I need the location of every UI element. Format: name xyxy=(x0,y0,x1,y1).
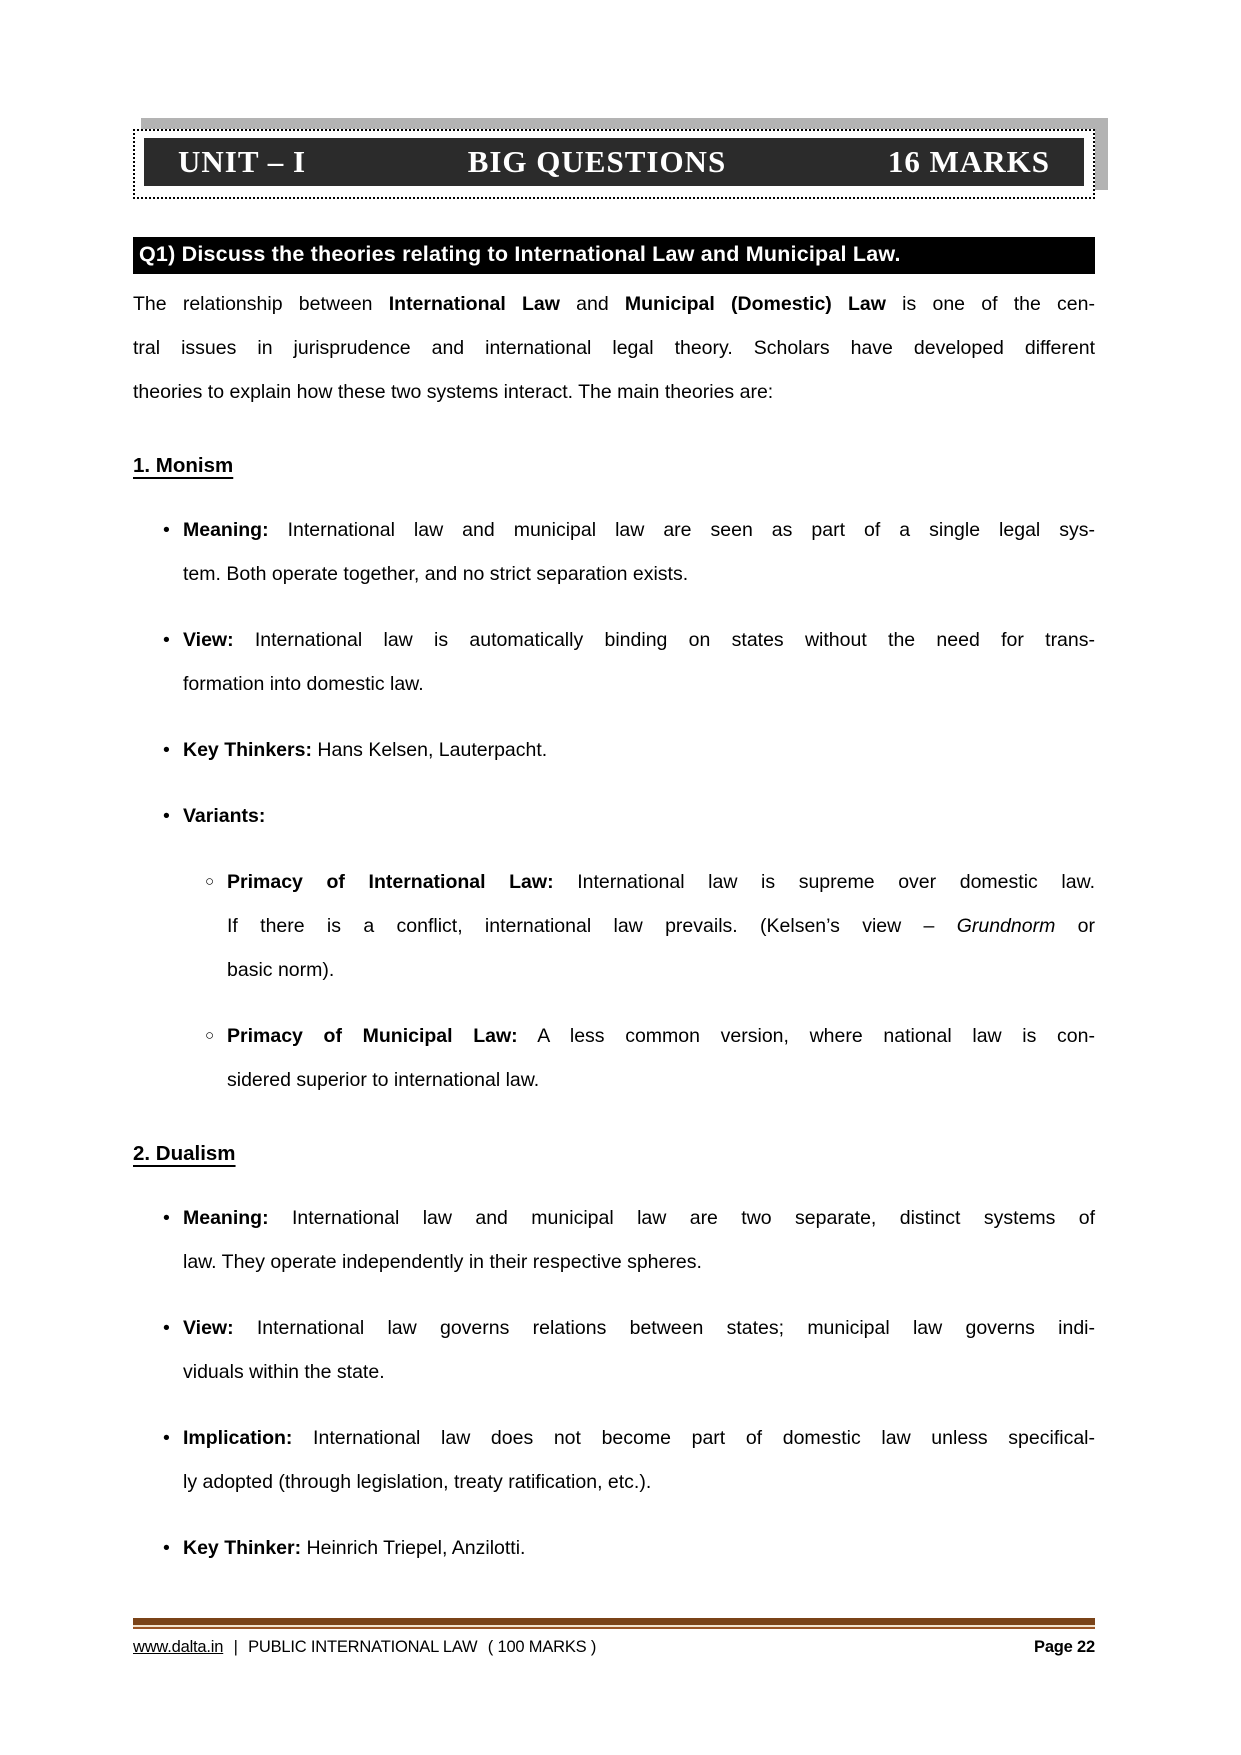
text-segment: International law is automatically binding on states without the need for trans- xyxy=(233,629,1095,651)
text-line xyxy=(183,1240,1095,1284)
banner-center-label: BIG QUESTIONS xyxy=(467,144,727,179)
text-segment: sidered superior to international law. xyxy=(227,1069,540,1091)
banner-title-bar xyxy=(144,138,1084,186)
footer-marks-label: ( 100 MARKS ) xyxy=(487,1638,597,1656)
text-segment: law. They operate independently in their respective spheres. xyxy=(183,1251,702,1273)
bold-text-segment: Key Thinker: xyxy=(183,1537,302,1559)
text-segment: is one of the cen- xyxy=(885,293,1095,315)
bullet-icon: • xyxy=(163,1427,170,1449)
footer-site-link[interactable]: www.dalta.in xyxy=(133,1638,224,1656)
text-segment: A less common version, where national law is con- xyxy=(517,1025,1095,1047)
document-page xyxy=(133,0,1095,1592)
paragraph xyxy=(133,282,1095,414)
bold-text-segment: International Law xyxy=(388,293,560,315)
bullet-item xyxy=(133,508,1095,596)
sub-bullet-item xyxy=(133,1014,1095,1102)
bullet-item xyxy=(133,1196,1095,1284)
sub-bullet-icon: ○ xyxy=(205,873,215,890)
text-line xyxy=(183,728,1095,772)
footer-divider-thin-line xyxy=(133,1627,1095,1629)
bullet-item xyxy=(133,1306,1095,1394)
text-segment: formation into domestic law. xyxy=(183,673,424,695)
footer-left-text xyxy=(133,1638,602,1657)
text-segment: If there is a conflict, international law prevails. (Kelsen’s view – xyxy=(227,915,957,937)
text-segment: or xyxy=(1055,915,1095,937)
text-segment: ly adopted (through legislation, treaty ratification, etc.). xyxy=(183,1471,652,1493)
bold-text-segment: Variants: xyxy=(183,805,266,827)
text-line xyxy=(183,508,1095,552)
text-segment: and xyxy=(559,293,625,315)
bullet-item xyxy=(133,1526,1095,1570)
section-heading xyxy=(133,444,1095,488)
bold-text-segment: Municipal (Domestic) Law xyxy=(624,293,886,315)
bullet-icon: • xyxy=(163,805,170,827)
bold-text-segment: Implication: xyxy=(183,1427,293,1449)
text-segment: Hans Kelsen, Lauterpacht. xyxy=(311,739,548,761)
bullet-icon: • xyxy=(163,1317,170,1339)
footer-text-row xyxy=(133,1638,1095,1657)
bullet-icon: • xyxy=(163,1207,170,1229)
text-line xyxy=(227,948,1095,992)
text-line xyxy=(227,1058,1095,1102)
text-segment: International law governs relations between states; municipal law governs indi- xyxy=(233,1317,1095,1339)
bullet-icon: • xyxy=(163,519,170,541)
text-line xyxy=(183,1350,1095,1394)
bullet-item xyxy=(133,728,1095,772)
text-segment: International law and municipal law are two separate, distinct systems of xyxy=(268,1207,1095,1229)
bullet-item xyxy=(133,618,1095,706)
text-line xyxy=(227,1014,1095,1058)
text-line xyxy=(183,1416,1095,1460)
text-segment: viduals within the state. xyxy=(183,1361,385,1383)
text-line xyxy=(227,860,1095,904)
text-segment: The relationship between xyxy=(133,293,389,315)
bold-text-segment: Primacy of Municipal Law: xyxy=(227,1025,518,1047)
bullet-icon: • xyxy=(163,629,170,651)
bold-text-segment: View: xyxy=(183,1317,234,1339)
text-line xyxy=(183,662,1095,706)
text-line xyxy=(183,1526,1095,1570)
footer-separator: | xyxy=(233,1638,238,1656)
unit-banner xyxy=(133,129,1095,199)
text-segment: tem. Both operate together, and no strict separation exists. xyxy=(183,563,689,585)
banner-dotted-border xyxy=(133,129,1095,199)
section-heading-text: 1. Monism xyxy=(133,454,234,477)
banner-marks-label: 16 MARKS xyxy=(887,144,1050,179)
document-body xyxy=(133,282,1095,1570)
bullet-item xyxy=(133,1416,1095,1504)
footer-divider xyxy=(133,1618,1095,1629)
bold-text-segment: Meaning: xyxy=(183,1207,269,1229)
text-line xyxy=(183,1460,1095,1504)
section-heading-text: 2. Dualism xyxy=(133,1142,236,1165)
section-heading xyxy=(133,1132,1095,1176)
text-line xyxy=(183,552,1095,596)
page-number: Page 22 xyxy=(1034,1638,1095,1656)
text-line xyxy=(183,618,1095,662)
sub-bullet-item xyxy=(133,860,1095,992)
bold-text-segment: Primacy of International Law: xyxy=(227,871,554,893)
text-line xyxy=(183,1196,1095,1240)
banner-unit-label: UNIT – I xyxy=(178,144,307,179)
text-line xyxy=(133,370,1095,414)
text-line xyxy=(227,904,1095,948)
text-line xyxy=(183,1306,1095,1350)
text-line xyxy=(183,794,1095,838)
question-heading-bar: Q1) Discuss the theories relating to International Law and Municipal Law. xyxy=(133,237,1095,274)
bold-text-segment: View: xyxy=(183,629,234,651)
text-segment: basic norm). xyxy=(227,959,335,981)
bullet-item xyxy=(133,794,1095,838)
text-line xyxy=(133,282,1095,326)
text-segment: Heinrich Triepel, Anzilotti. xyxy=(301,1537,526,1559)
text-segment: tral issues in jurisprudence and international legal theory. Scholars have developed different xyxy=(133,337,1095,359)
bold-text-segment: Meaning: xyxy=(183,519,269,541)
text-segment: International law and municipal law are seen as part of a single legal sys- xyxy=(268,519,1095,541)
bold-text-segment: Key Thinkers: xyxy=(183,739,312,761)
italic-text-segment: Grundnorm xyxy=(956,915,1056,937)
bullet-icon: • xyxy=(163,1537,170,1559)
sub-bullet-icon: ○ xyxy=(205,1027,215,1044)
text-segment: theories to explain how these two systems interact. The main theories are: xyxy=(133,381,774,403)
text-line xyxy=(133,326,1095,370)
footer-divider-thick-line xyxy=(133,1618,1095,1625)
text-segment: International law is supreme over domestic law. xyxy=(553,871,1095,893)
footer-course-label: PUBLIC INTERNATIONAL LAW xyxy=(248,1638,478,1656)
text-segment: International law does not become part of domestic law unless specifical- xyxy=(292,1427,1095,1449)
bullet-icon: • xyxy=(163,739,170,761)
page-footer xyxy=(133,1618,1095,1657)
